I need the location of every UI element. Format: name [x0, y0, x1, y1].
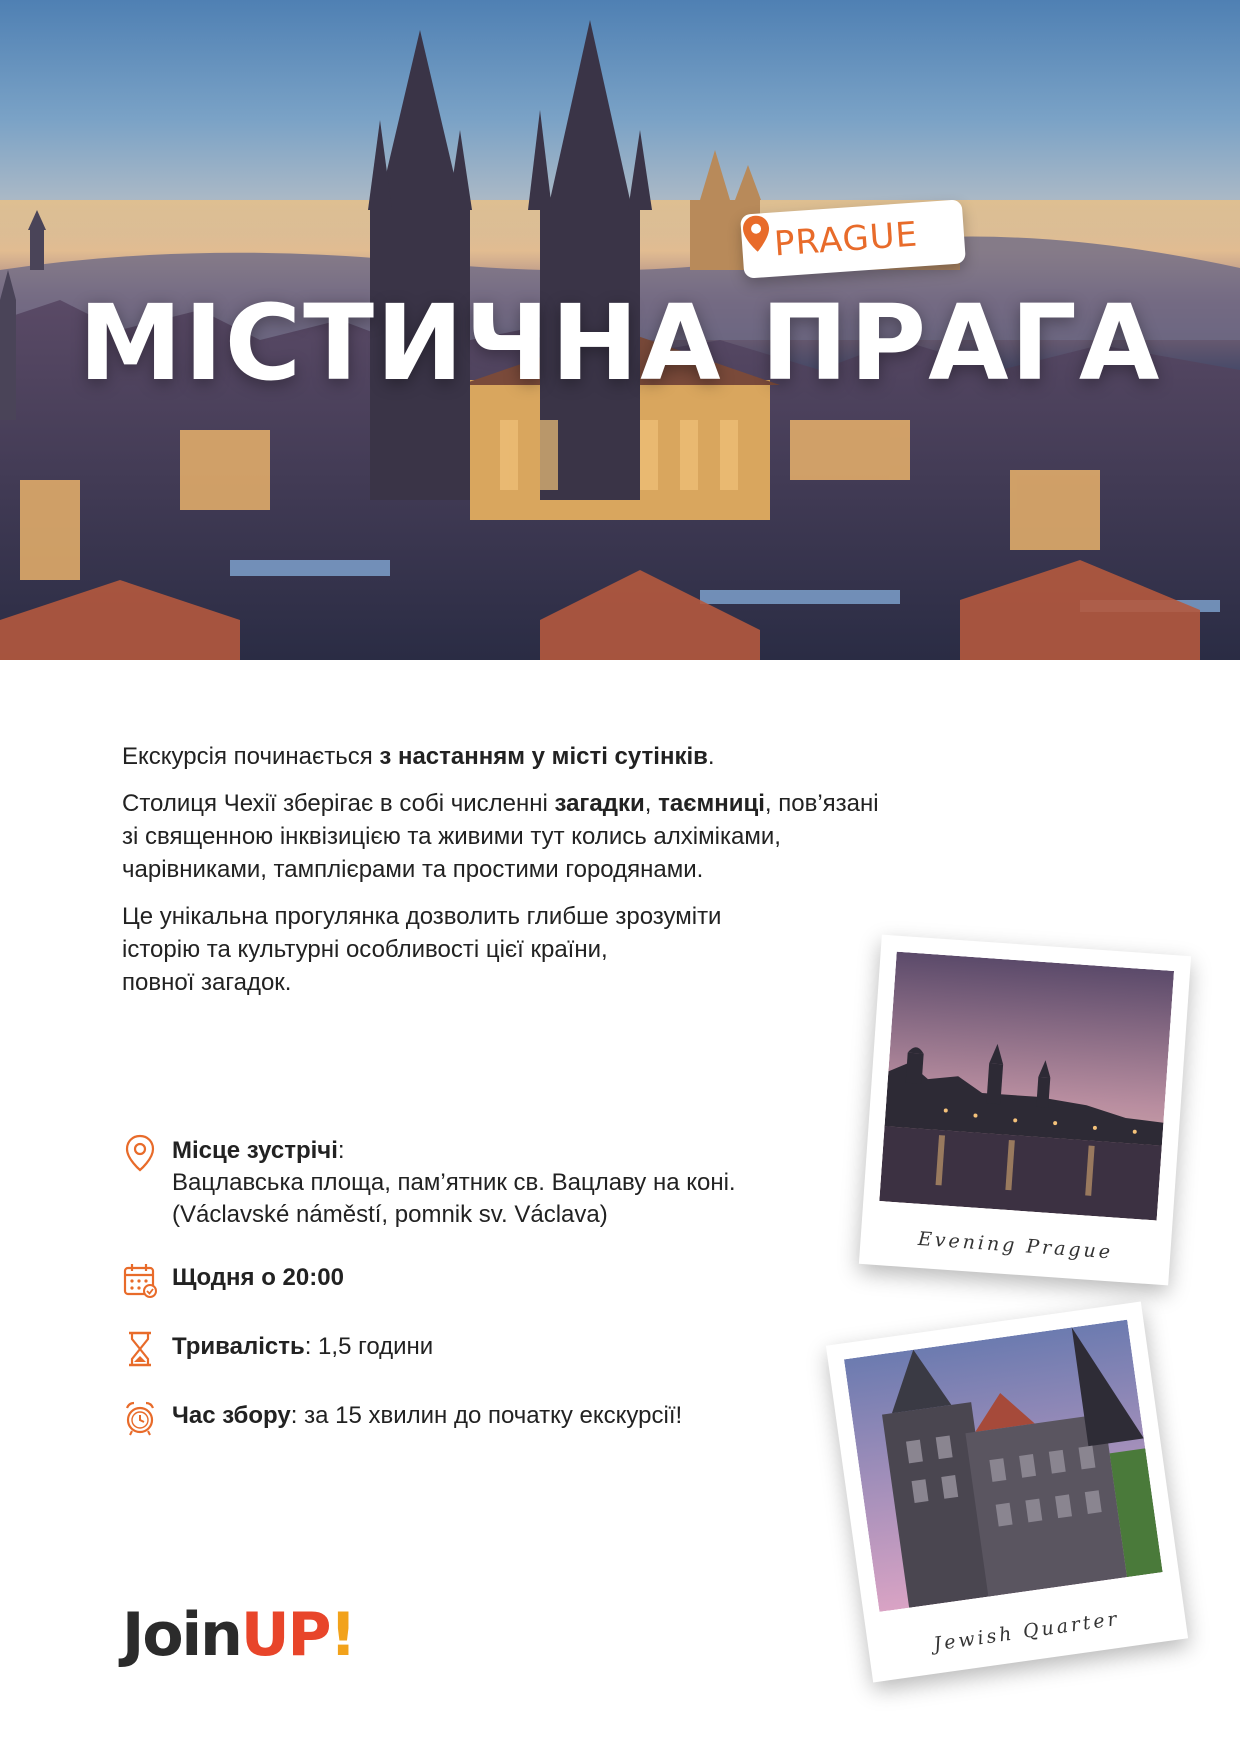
text-run: :	[337, 1137, 345, 1164]
meeting-point-row	[122, 1135, 862, 1231]
gathering-time-row	[122, 1400, 862, 1438]
polaroid-caption: Evening Prague	[917, 1227, 1114, 1264]
intro-paragraph-2	[122, 787, 882, 886]
intro-text	[122, 740, 882, 1013]
photo-evening-prague	[879, 952, 1174, 1221]
duration-value: : 1,5 години	[304, 1333, 434, 1360]
text-line: Це унікальна прогулянка дозволить глибше зрозуміти	[122, 903, 722, 930]
badge-label: PRAGUE	[772, 214, 920, 265]
text-run: .	[707, 743, 715, 770]
duration-row	[122, 1331, 862, 1369]
meeting-label: Місце зустрічі	[172, 1137, 338, 1164]
duration-label: Тривалість	[172, 1333, 305, 1360]
schedule-text: Щодня о 20:00	[172, 1264, 344, 1291]
text-run: , пов’язані зі священною інквізицією та живими тут колись алхіміками, чарівниками, тамплієрами та простими городянами.	[122, 790, 879, 883]
hero-banner	[0, 0, 1240, 660]
emphasis: таємниці	[658, 790, 765, 817]
location-pin-icon	[122, 1133, 158, 1173]
duration-text	[172, 1331, 433, 1363]
intro-paragraph-3	[122, 900, 882, 999]
logo-exclamation: !	[329, 1600, 355, 1670]
meeting-address-local: (Václavské náměstí, pomnik sv. Václava)	[172, 1201, 608, 1228]
polaroid-caption: Jewish Quarter	[932, 1607, 1121, 1656]
schedule-row	[122, 1262, 862, 1300]
map-pin-icon	[740, 213, 773, 255]
intro-paragraph-1	[122, 740, 882, 773]
jewish-quarter-image	[844, 1320, 1163, 1612]
polaroid-jewish-quarter	[826, 1302, 1188, 1683]
polaroid-evening-prague	[859, 935, 1191, 1286]
gathering-value: : за 15 хвилин до початку екскурсії!	[290, 1402, 683, 1429]
gathering-label: Час збору	[172, 1402, 291, 1429]
text-line: історію та культурні особливості цієї країни,	[122, 936, 608, 963]
hourglass-icon	[122, 1329, 158, 1369]
evening-river-image	[879, 952, 1174, 1221]
emphasis: з настанням у місті сутінків	[379, 743, 708, 770]
meeting-point-text	[172, 1135, 736, 1231]
page-title: МІСТИЧНА ПРАГА	[78, 282, 1162, 404]
text-run: Екскурсія починається	[122, 743, 380, 770]
calendar-icon	[122, 1260, 158, 1300]
text-run: Столиця Чехії зберігає в собі численні	[122, 790, 555, 817]
text-line: повної загадок.	[122, 969, 292, 996]
text-run: ,	[644, 790, 659, 817]
gathering-time-text	[172, 1400, 682, 1432]
tour-details	[122, 1135, 862, 1469]
meeting-address: Вацлавська площа, пам’ятник св. Вацлаву на коні.	[172, 1169, 736, 1196]
alarm-clock-icon	[122, 1398, 158, 1438]
joinup-logo	[122, 1600, 355, 1670]
logo-join: Join	[122, 1600, 241, 1670]
photo-jewish-quarter	[844, 1320, 1163, 1612]
logo-up: UP	[240, 1600, 330, 1670]
emphasis: загадки	[554, 790, 645, 817]
